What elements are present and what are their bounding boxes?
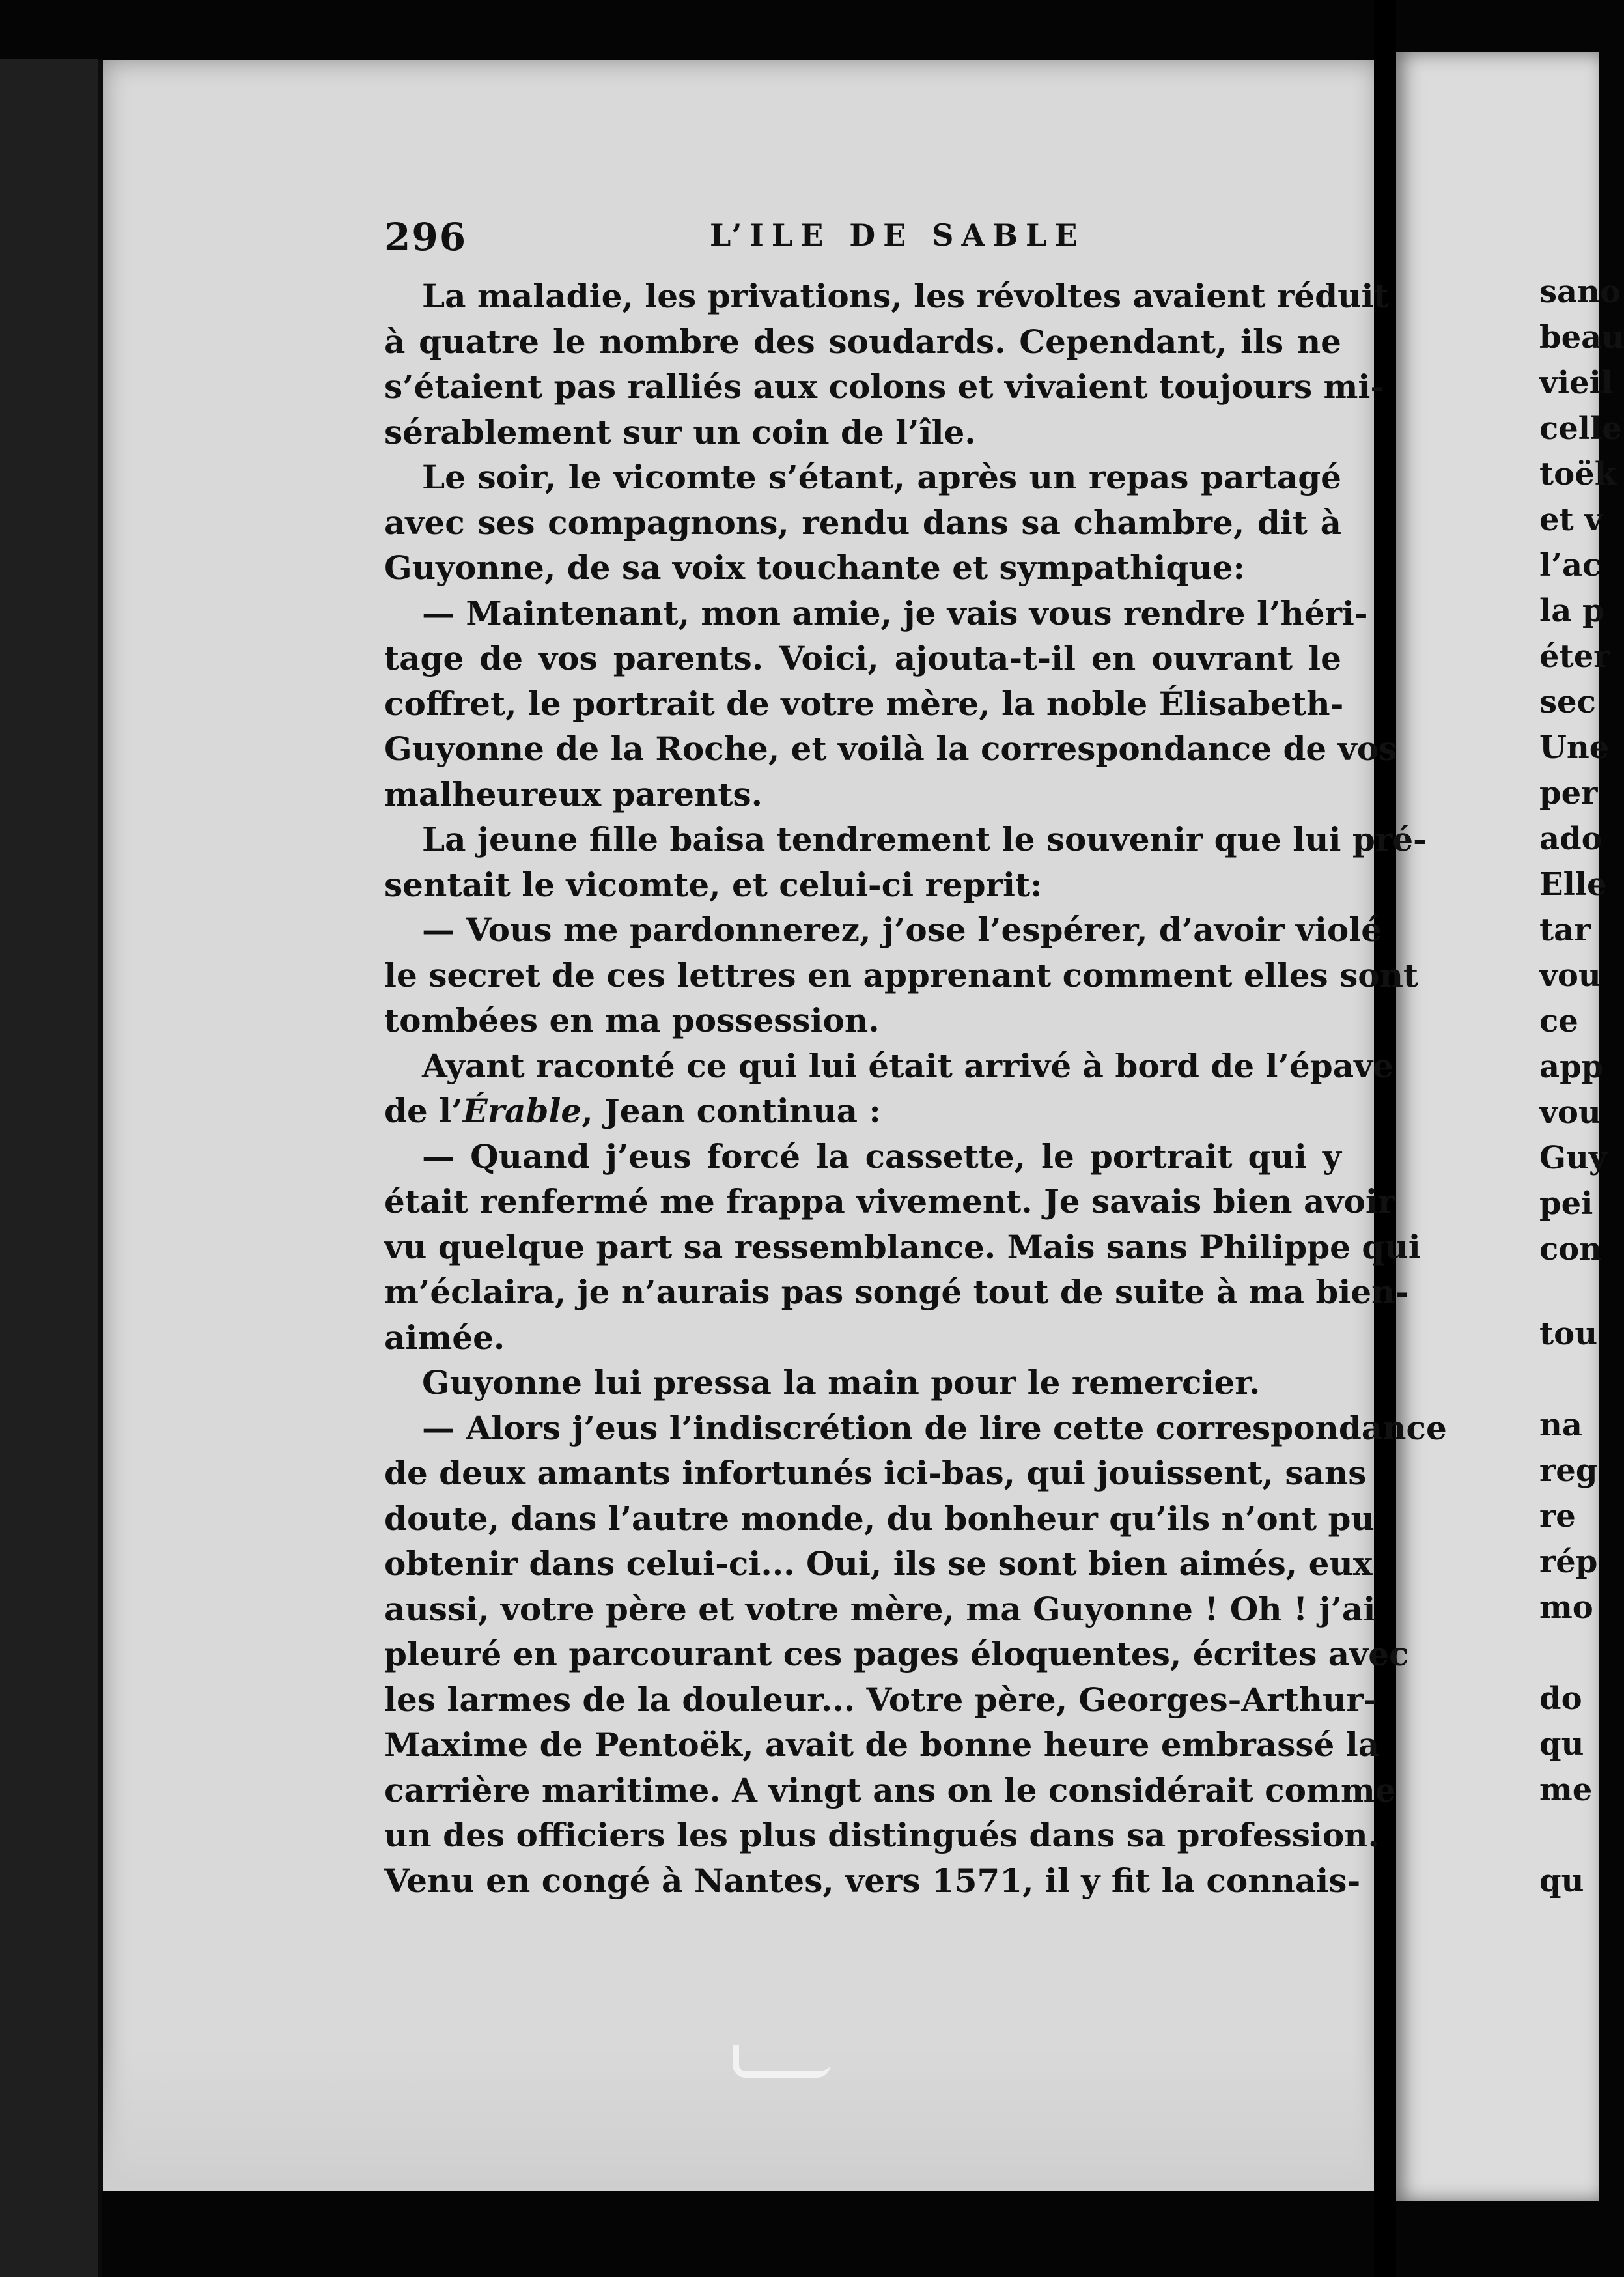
text-line bbox=[384, 1134, 1341, 1180]
text-line-content: — Quand j’eus forcé la cassette, le portrait qui y bbox=[422, 1137, 1341, 1176]
facing-page-text-fragment: me bbox=[1539, 1772, 1593, 1808]
text-line bbox=[384, 1043, 1393, 1089]
scan-artifact-mark bbox=[733, 2045, 830, 2078]
text-line bbox=[384, 1406, 1447, 1451]
book-binding-edge bbox=[0, 59, 102, 2277]
text-line-content: aimée. bbox=[384, 1318, 505, 1357]
text-line bbox=[384, 1722, 1380, 1768]
text-line bbox=[384, 591, 1368, 636]
text-line-content: La jeune fille baisa tendrement le souvenir que lui pré- bbox=[422, 820, 1427, 858]
text-line-content: Ayant raconté ce qui lui était arrivé à bord de l’épave bbox=[422, 1046, 1393, 1085]
text-line-content: La maladie, les privations, les révoltes avaient réduit bbox=[422, 277, 1389, 315]
text-line-content: tage de vos parents. Voici, ajouta-t-il en ouvrant le bbox=[384, 639, 1341, 677]
text-line-content: avec ses compagnons, rendu dans sa chambre, dit à bbox=[384, 503, 1341, 542]
text-line-content: le secret de ces lettres en apprenant comment elles sont bbox=[384, 955, 1419, 995]
text-line-content: Guyonne, de sa voix touchante et sympathique: bbox=[384, 548, 1245, 587]
text-line-content: sérablement sur un coin de l’île. bbox=[384, 412, 976, 451]
facing-page-text-fragment: beau bbox=[1539, 319, 1624, 356]
text-line-content: doute, dans l’autre monde, du bonheur qu’ils n’ont pu bbox=[384, 1499, 1375, 1538]
text-line-content: coffret, le portrait de votre mère, la noble Élisabeth- bbox=[384, 684, 1344, 723]
facing-page-text-fragment: Une bbox=[1539, 729, 1610, 766]
text-line bbox=[384, 1858, 1361, 1904]
text-line-content: tombées en ma possession. bbox=[384, 1001, 880, 1040]
text-line bbox=[384, 726, 1397, 772]
text-line-content: m’éclaira, je n’aurais pas songé tout de suite à ma bien- bbox=[384, 1273, 1409, 1311]
text-line bbox=[384, 1541, 1373, 1587]
text-line-content: carrière maritime. A vingt ans on le considérait comme bbox=[384, 1770, 1396, 1809]
text-line-content: — Maintenant, mon amie, je vais vous rendre l’héri- bbox=[422, 593, 1368, 632]
facing-page-text-fragment: Guy bbox=[1539, 1140, 1607, 1176]
facing-page-text-fragment: app bbox=[1539, 1049, 1604, 1085]
facing-page-text-fragment: na bbox=[1539, 1407, 1582, 1443]
text-line bbox=[384, 1768, 1396, 1813]
text-line-content: pleuré en parcourant ces pages éloquentes, écrites avec bbox=[384, 1635, 1409, 1673]
facing-page-text-fragment: qu bbox=[1539, 1726, 1584, 1762]
facing-page-text-fragment: et v bbox=[1539, 502, 1603, 538]
facing-page-text-fragment: Elle bbox=[1539, 866, 1607, 903]
text-line bbox=[384, 1179, 1395, 1224]
text-line bbox=[384, 772, 1341, 817]
text-line bbox=[384, 500, 1341, 546]
text-line bbox=[384, 274, 1389, 319]
page-number: 296 bbox=[384, 215, 468, 259]
text-line bbox=[384, 410, 1341, 455]
text-line bbox=[384, 364, 1384, 410]
text-line bbox=[384, 998, 1341, 1043]
text-line-content: Guyonne lui pressa la main pour le remercier. bbox=[422, 1363, 1261, 1402]
text-line-content: Le soir, le vicomte s’étant, après un repas partagé bbox=[422, 458, 1341, 496]
text-line bbox=[384, 817, 1427, 862]
text-line bbox=[384, 1587, 1376, 1632]
text-line-content: obtenir dans celui-ci... Oui, ils se sont bien aimés, eux bbox=[384, 1544, 1373, 1583]
text-line-continuation: , Jean continua : bbox=[581, 1092, 881, 1130]
text-line bbox=[384, 1450, 1367, 1496]
page-gutter bbox=[1374, 0, 1396, 2277]
text-line bbox=[384, 319, 1341, 365]
text-line bbox=[384, 1088, 1341, 1134]
text-line bbox=[384, 455, 1341, 500]
text-line-content: était renfermé me frappa vivement. Je savais bien avoir bbox=[384, 1182, 1395, 1221]
text-line bbox=[384, 1224, 1421, 1270]
text-line-content: s’étaient pas ralliés aux colons et vivaient toujours mi- bbox=[384, 367, 1384, 406]
facing-page-text-fragment: vou bbox=[1539, 1094, 1601, 1131]
text-line-content: Venu en congé à Nantes, vers 1571, il y fit la connais- bbox=[384, 1861, 1361, 1900]
text-line bbox=[384, 1315, 1341, 1361]
text-line-content: vu quelque part sa ressemblance. Mais sans Philippe qui bbox=[384, 1227, 1421, 1266]
facing-page-text-fragment: qu bbox=[1539, 1863, 1584, 1899]
facing-page-text-fragment: toëk bbox=[1539, 456, 1616, 492]
facing-page-text-fragment: ce bbox=[1539, 1003, 1578, 1040]
facing-page-text-fragment: éter bbox=[1539, 638, 1610, 675]
text-line-content: les larmes de la douleur... Votre père, Georges-Arthur- bbox=[384, 1680, 1377, 1719]
ship-name-italic: Érable bbox=[462, 1092, 582, 1130]
text-line-content: — Vous me pardonnerez, j’ose l’espérer, d’avoir violé bbox=[422, 911, 1382, 949]
text-line bbox=[384, 953, 1419, 998]
text-line-content: sentait le vicomte, et celui-ci reprit: bbox=[384, 865, 1043, 904]
text-line-content: malheureux parents. bbox=[384, 774, 763, 813]
facing-page-fragment bbox=[1396, 52, 1624, 2201]
page-header bbox=[384, 215, 1335, 261]
facing-page-text-fragment: do bbox=[1539, 1680, 1582, 1717]
text-line bbox=[384, 1269, 1409, 1315]
text-line bbox=[384, 1632, 1409, 1677]
text-line-content: de l’ bbox=[384, 1092, 463, 1130]
facing-page-text-fragment: la p bbox=[1539, 593, 1604, 629]
text-line-content: — Alors j’eus l’indiscrétion de lire cette correspondance bbox=[422, 1408, 1447, 1447]
facing-page-text-fragment: con bbox=[1539, 1231, 1603, 1267]
facing-page-text-fragment: mo bbox=[1539, 1589, 1593, 1626]
facing-page-text-fragment: vou bbox=[1539, 957, 1601, 994]
text-line bbox=[384, 862, 1341, 908]
facing-page-text-fragment: celle bbox=[1539, 410, 1622, 447]
facing-page-text-fragment: sano bbox=[1539, 274, 1621, 310]
text-line bbox=[384, 1496, 1375, 1542]
facing-page-text-fragment: per bbox=[1539, 775, 1598, 812]
text-line bbox=[384, 681, 1344, 727]
facing-page-text-fragment: rép bbox=[1539, 1544, 1598, 1580]
facing-page-text-fragment: re bbox=[1539, 1498, 1576, 1534]
facing-page-text-fragment: ado bbox=[1539, 821, 1603, 857]
facing-page-text-fragment: tar bbox=[1539, 912, 1591, 948]
facing-page-text-fragment: reg bbox=[1539, 1452, 1598, 1489]
text-line-content: aussi, votre père et votre mère, ma Guyonne ! Oh ! j’ai bbox=[384, 1589, 1376, 1628]
facing-page-text-fragment: l’ac bbox=[1539, 547, 1602, 584]
text-line bbox=[384, 545, 1341, 591]
text-line bbox=[384, 1813, 1380, 1858]
text-line bbox=[384, 907, 1382, 953]
text-line-content: de deux amants infortunés ici-bas, qui jouissent, sans bbox=[384, 1454, 1367, 1492]
facing-page-text-fragment: pei bbox=[1539, 1185, 1593, 1222]
text-line bbox=[384, 1360, 1341, 1406]
text-line bbox=[384, 636, 1341, 681]
text-line-content: Guyonne de la Roche, et voilà la correspondance de vos bbox=[384, 729, 1397, 768]
facing-page-text-fragment: sec bbox=[1539, 684, 1596, 720]
body-text bbox=[384, 274, 1447, 1903]
text-line-content: un des officiers les plus distingués dans sa profession. bbox=[384, 1816, 1380, 1854]
text-line-content: à quatre le nombre des soudards. Cependant, ils ne bbox=[384, 322, 1341, 361]
running-title: L’ILE DE SABLE bbox=[710, 218, 1085, 253]
text-line bbox=[384, 1677, 1377, 1723]
text-line-content: Maxime de Pentoëk, avait de bonne heure embrassé la bbox=[384, 1725, 1380, 1764]
facing-page-text-fragment: tou bbox=[1539, 1316, 1598, 1352]
facing-page-text-fragment: vieil bbox=[1539, 365, 1614, 401]
